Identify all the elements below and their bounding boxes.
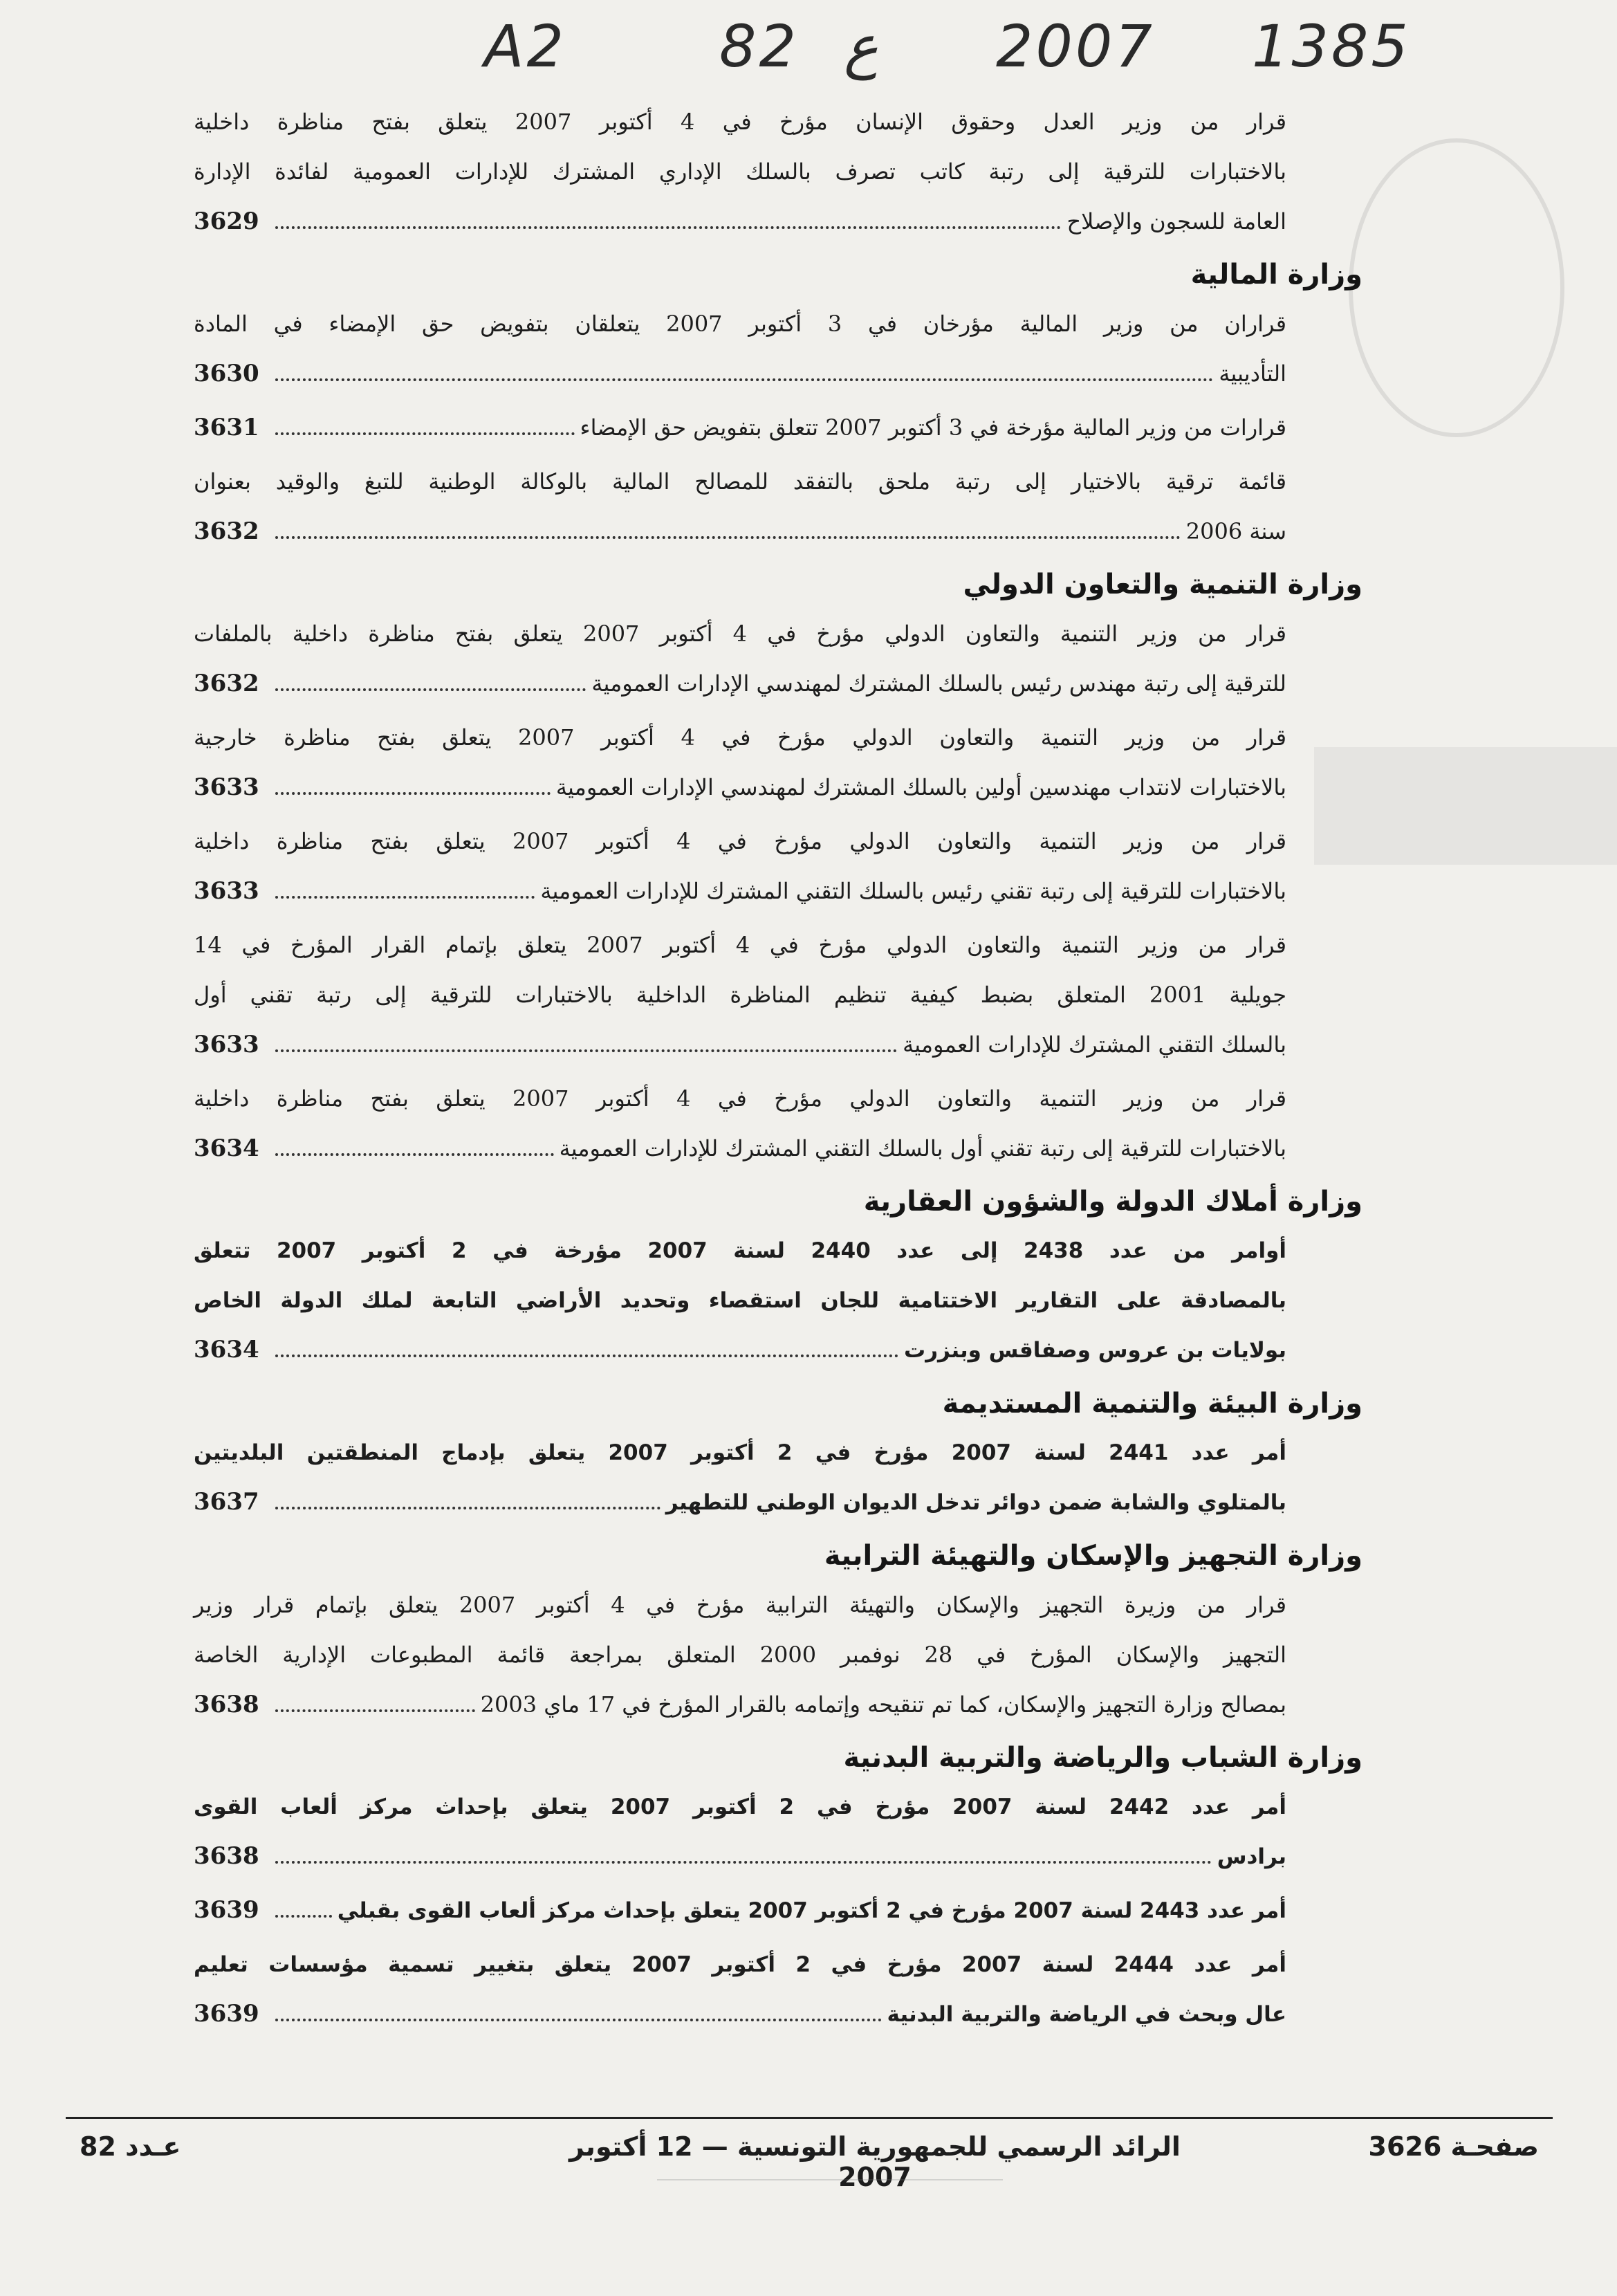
page-footer (66, 2117, 1553, 2192)
entry-line: قرار من وزير التنمية والتعاون الدولي مؤرخ في 4 أكتوبر 2007 يتعلق بفتح مناظرة داخلية (194, 828, 1287, 854)
section-heading: وزارة التجهيز والإسكان والتهيئة الترابية (824, 1540, 1362, 1572)
entry-last-text: بالاختبارات للترقية إلى رتبة تقني أول بالسلك التقني المشترك للإدارات العمومية (559, 1135, 1286, 1161)
toc-entry (194, 1940, 1362, 2039)
entry-page-number: 3629 (194, 208, 259, 235)
entry-last-line (194, 1123, 1362, 1173)
entry-last-text: بمصالح وزارة التجهيز والإسكان، كما تم تنقيحه وإتمامه بالقرار المؤرخ في 17 ماي 2003 (480, 1691, 1286, 1718)
dot-leader (275, 895, 535, 899)
entry-last-text: بالاختبارات لانتداب مهندسين أولين بالسلك المشترك لمهندسي الإدارات العمومية (555, 774, 1286, 800)
section-heading: وزارة أملاك الدولة والشؤون العقارية (863, 1186, 1362, 1218)
footer-gazette-title: الرائد الرسمي للجمهورية التونسية — 12 أكتوبر 2007 (569, 2131, 1181, 2192)
entry-page-number: 3634 (194, 1336, 259, 1363)
entry-page-number: 3634 (194, 1135, 259, 1162)
entry-last-line (194, 349, 1362, 398)
entry-last-text: بالاختبارات للترقية إلى رتبة تقني رئيس بالسلك التقني المشترك للإدارات العمومية (540, 878, 1286, 904)
toc-entry (194, 97, 1362, 246)
toc-entry (194, 1428, 1362, 1527)
dot-leader (275, 535, 1181, 539)
toc-entry (194, 713, 1362, 812)
entry-last-text: بالسلك التقني المشترك للإدارات العمومية (903, 1031, 1286, 1058)
entry-line: جويلية 2001 المتعلق بضبط كيفية تنظيم المناظرة الداخلية بالاختبارات للترقية إلى رتبة تقني أول (194, 982, 1287, 1008)
entry-page-number: 3633 (194, 877, 259, 905)
handwriting-a: A2 (484, 12, 566, 80)
section-heading: وزارة البيئة والتنمية المستديمة (942, 1388, 1362, 1420)
entry-line: قرار من وزيرة التجهيز والإسكان والتهيئة الترابية مؤرخ في 4 أكتوبر 2007 يتعلق بإتمام قرار وزير (194, 1592, 1287, 1618)
entry-last-line (194, 1680, 1362, 1729)
entry-page-number: 3637 (194, 1488, 259, 1516)
entry-last-line (194, 659, 1362, 708)
toc-entry (194, 1886, 1362, 1936)
dot-leader (275, 688, 586, 691)
entry-last-line (194, 762, 1362, 812)
entry-last-text: برادس (1217, 1844, 1286, 1869)
entry-line: أمر عدد 2444 لسنة 2007 مؤرخ في 2 أكتوبر 2007 يتعلق بتغيير تسمية مؤسسات تعليم (194, 1952, 1286, 1977)
toc-entry (194, 1074, 1362, 1173)
dot-leader (275, 1506, 660, 1509)
entry-line: قائمة ترقية بالاختيار إلى رتبة ملحق بالتفقد للمصالح المالية بالوكالة الوطنية للتبغ والوقيد بعنوان (194, 468, 1286, 495)
toc-entry (194, 920, 1362, 1069)
entry-last-text: قرارات من وزير المالية مؤرخة في 3 أكتوبر 2007 تتعلق بتفويض حق الإمضاء (580, 414, 1286, 441)
entry-last-text: بولايات بن عروس وصفاقس وبنزرت (904, 1338, 1286, 1363)
bleed-through-lines (657, 2179, 1003, 2284)
entry-last-text: عال وبحث في الرياضة والتربية البدنية (887, 2002, 1286, 2027)
toc-entry (194, 816, 1362, 916)
dot-leader (275, 1354, 898, 1357)
handwritten-annotation (484, 12, 1452, 95)
entry-page-number: 3630 (194, 360, 259, 387)
entry-last-text: التأديبية (1219, 360, 1286, 387)
entry-last-text: للترقية إلى رتبة مهندس رئيس بالسلك المشترك لمهندسي الإدارات العمومية (591, 670, 1286, 697)
section-heading: وزارة المالية (1190, 259, 1362, 291)
dot-leader (275, 2018, 882, 2021)
table-of-contents (194, 97, 1362, 2044)
toc-entry (194, 609, 1362, 708)
entry-line: قراران من وزير المالية مؤرخان في 3 أكتوبر 2007 يتعلقان بتفويض حق الإمضاء في المادة (194, 311, 1286, 337)
dot-leader (275, 1914, 332, 1918)
entry-page-number: 3631 (194, 414, 259, 441)
section-heading: وزارة التنمية والتعاون الدولي (963, 569, 1362, 600)
entry-last-text: سنة 2006 (1185, 518, 1286, 544)
entry-last-line (194, 1478, 1362, 1527)
entry-last-line (194, 403, 1362, 452)
entry-line: أمر عدد 2442 لسنة 2007 مؤرخ في 2 أكتوبر 2007 يتعلق بإحداث مركز ألعاب القوى (194, 1794, 1286, 1819)
entry-line: قرار من وزير التنمية والتعاون الدولي مؤرخ في 4 أكتوبر 2007 يتعلق بفتح مناظرة داخلية (194, 1085, 1287, 1112)
entry-line: أوامر من عدد 2438 إلى عدد 2440 لسنة 2007 مؤرخة في 2 أكتوبر 2007 تتعلق (194, 1238, 1287, 1263)
toc-entry (194, 457, 1362, 556)
entry-last-line (194, 866, 1362, 916)
dot-leader (275, 1860, 1212, 1864)
section-heading: وزارة الشباب والرياضة والتربية البدنية (843, 1742, 1362, 1774)
dot-leader (275, 791, 551, 795)
entry-line: قرار من وزير التنمية والتعاون الدولي مؤرخ في 4 أكتوبر 2007 يتعلق بإتمام القرار المؤرخ في 14 (194, 932, 1287, 958)
entry-line: بالمصادقة على التقارير الاختتامية للجان استقصاء وتحديد الأراضي التابعة لملك الدولة الخاص (194, 1288, 1286, 1313)
entry-page-number: 3633 (194, 773, 259, 801)
entry-page-number: 3632 (194, 670, 259, 697)
handwriting-b: 82 (719, 12, 799, 80)
footer-page-number: صفحـة 3626 (1368, 2131, 1539, 2162)
entry-page-number: 3632 (194, 517, 259, 545)
entry-line: قرار من وزير العدل وحقوق الإنسان مؤرخ في 4 أكتوبر 2007 يتعلق بفتح مناظرة داخلية (194, 109, 1287, 135)
entry-last-line (194, 506, 1362, 556)
dot-leader (275, 378, 1213, 381)
toc-entry (194, 403, 1362, 452)
entry-last-line (194, 1886, 1362, 1936)
toc-entry (194, 1782, 1362, 1882)
handwriting-e: 1385 (1252, 12, 1411, 80)
entry-line: قرار من وزير التنمية والتعاون الدولي مؤرخ في 4 أكتوبر 2007 يتعلق بفتح مناظرة خارجية (194, 724, 1287, 751)
toc-entry (194, 1226, 1362, 1375)
entry-line: بالاختبارات للترقية إلى رتبة كاتب تصرف بالسلك الإداري المشترك للإدارات العمومية لفائدة الإدارة (194, 158, 1287, 185)
entry-page-number: 3638 (194, 1842, 259, 1870)
entry-page-number: 3639 (194, 2000, 259, 2028)
toc-entry (194, 1580, 1362, 1729)
dot-leader (275, 432, 575, 435)
entry-last-line (194, 1990, 1362, 2039)
entry-last-text: بالمتلوي والشابة ضمن دوائر تدخل الديوان الوطني للتطهير (665, 1490, 1286, 1515)
entry-last-line (194, 1832, 1362, 1882)
entry-last-line (194, 1020, 1362, 1069)
toc-entry (194, 299, 1362, 398)
handwriting-c: ع (844, 12, 879, 80)
entry-line: التجهيز والإسكان المؤرخ في 28 نوفمبر 2000 المتعلق بمراجعة قائمة المطبوعات الإدارية الخاصة (194, 1642, 1287, 1668)
handwriting-d: 2007 (996, 12, 1155, 80)
dot-leader (275, 1049, 897, 1052)
bleed-through-stamp (1349, 138, 1564, 437)
dot-leader (275, 1152, 554, 1156)
entry-last-line (194, 1325, 1362, 1375)
entry-last-line (194, 196, 1362, 246)
entry-page-number: 3638 (194, 1691, 259, 1718)
entry-line: قرار من وزير التنمية والتعاون الدولي مؤرخ في 4 أكتوبر 2007 يتعلق بفتح مناظرة داخلية بالملفات (194, 621, 1287, 647)
dot-leader (275, 1709, 475, 1712)
entry-last-text: أمر عدد 2443 لسنة 2007 مؤرخ في 2 أكتوبر 2007 يتعلق بإحداث مركز ألعاب القوى بقبلي (337, 1898, 1286, 1923)
dot-leader (275, 226, 1061, 229)
entry-page-number: 3639 (194, 1896, 259, 1924)
entry-line: أمر عدد 2441 لسنة 2007 مؤرخ في 2 أكتوبر 2007 يتعلق بإدماج المنطقتين البلديتين (194, 1440, 1287, 1465)
entry-last-text: العامة للسجون والإصلاح (1066, 208, 1286, 235)
footer-issue-number: عـدد 82 (80, 2131, 181, 2162)
entry-page-number: 3633 (194, 1031, 259, 1058)
